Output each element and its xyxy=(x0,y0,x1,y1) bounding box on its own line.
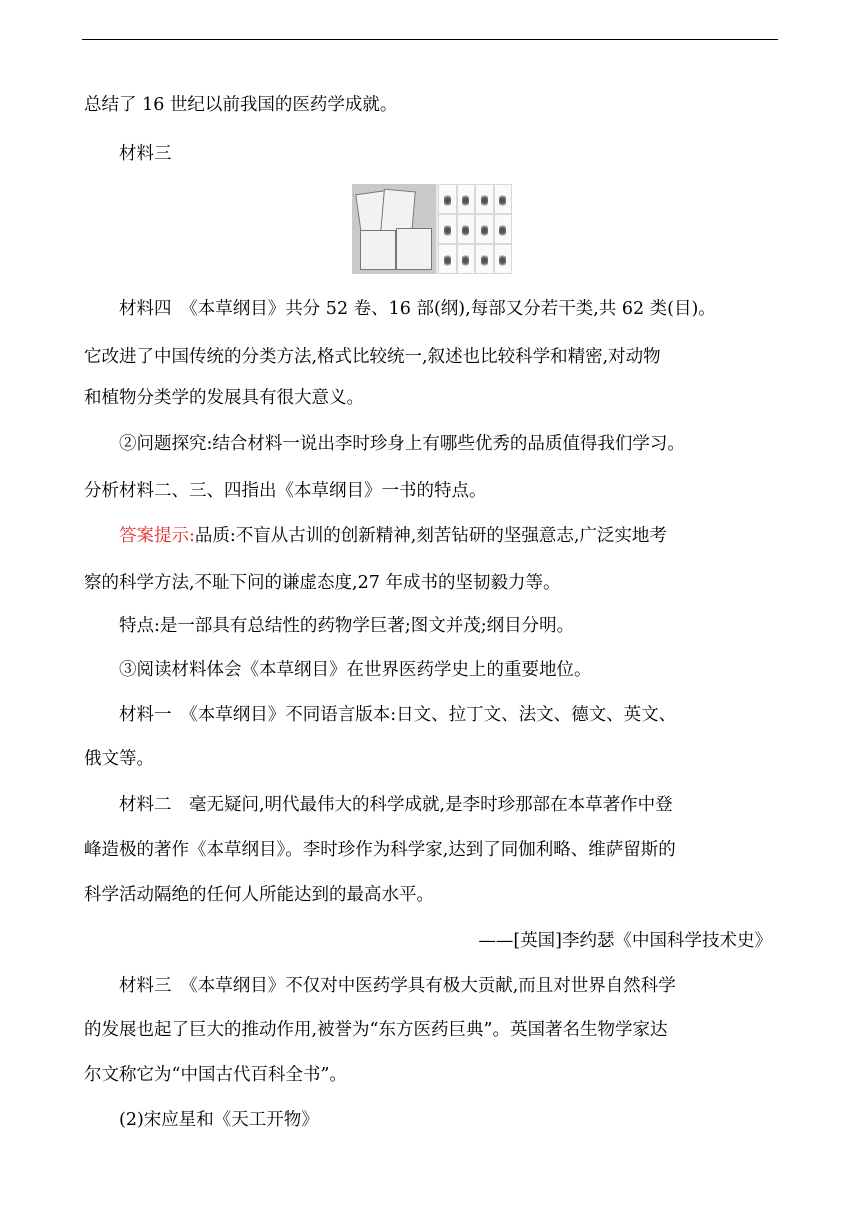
reading-prompt: ③阅读材料体会《本草纲目》在世界医药学史上的重要地位。 xyxy=(119,660,592,680)
herb-illustrations xyxy=(438,184,512,274)
citation: ——[英国]李约瑟《中国科学技术史》 xyxy=(478,931,772,951)
answer-line: 答案提示:品质:不盲从古训的创新精神,刻苦钻研的坚强意志,广泛实地考 xyxy=(119,526,667,546)
material-two-line: 材料二 毫无疑问,明代最伟大的科学成就,是李时珍那部在本草著作中登 xyxy=(119,795,673,815)
text-line: 俄文等。 xyxy=(84,749,154,769)
text-line: 分析材料二、三、四指出《本草纲目》一书的特点。 xyxy=(84,481,487,501)
text-line: 和植物分类学的发展具有很大意义。 xyxy=(84,388,364,408)
question-line: ②问题探究:结合材料一说出李时珍身上有哪些优秀的品质值得我们学习。 xyxy=(119,434,685,454)
text-line: 的发展也起了巨大的推动作用,被誉为“东方医药巨典”。英国著名生物学家达 xyxy=(84,1020,668,1040)
text-line: 察的科学方法,不耻下问的谦虚态度,27 年成书的坚韧毅力等。 xyxy=(84,573,561,593)
material-label: 材料三 xyxy=(119,144,172,164)
text-line: 总结了 16 世纪以前我国的医药学成就。 xyxy=(84,95,398,115)
text-line: 尔文称它为“中国古代百科全书”。 xyxy=(84,1065,347,1085)
section-heading: (2)宋应星和《天工开物》 xyxy=(119,1110,319,1130)
text-line: 科学活动隔绝的任何人所能达到的最高水平。 xyxy=(84,885,434,905)
material-three-line: 材料三 《本草纲目》不仅对中医药学具有极大贡献,而且对世界自然科学 xyxy=(119,976,676,996)
bencao-book-image xyxy=(352,184,512,274)
text-line: 它改进了中国传统的分类方法,格式比较统一,叙述也比较科学和精密,对动物 xyxy=(84,347,661,367)
books-photo xyxy=(352,184,436,274)
header-rule xyxy=(82,39,778,40)
material-four-line: 材料四 《本草纲目》共分 52 卷、16 部(纲),每部又分若干类,共 62 类(目)。 xyxy=(119,299,716,319)
features-line: 特点:是一部具有总结性的药物学巨著;图文并茂;纲目分明。 xyxy=(119,616,575,636)
material-one-line: 材料一 《本草纲目》不同语言版本:日文、拉丁文、法文、德文、英文、 xyxy=(119,705,677,725)
answer-label: 答案提示: xyxy=(119,526,195,546)
text-line: 峰造极的著作《本草纲目》。李时珍作为科学家,达到了同伽利略、维萨留斯的 xyxy=(84,840,676,860)
